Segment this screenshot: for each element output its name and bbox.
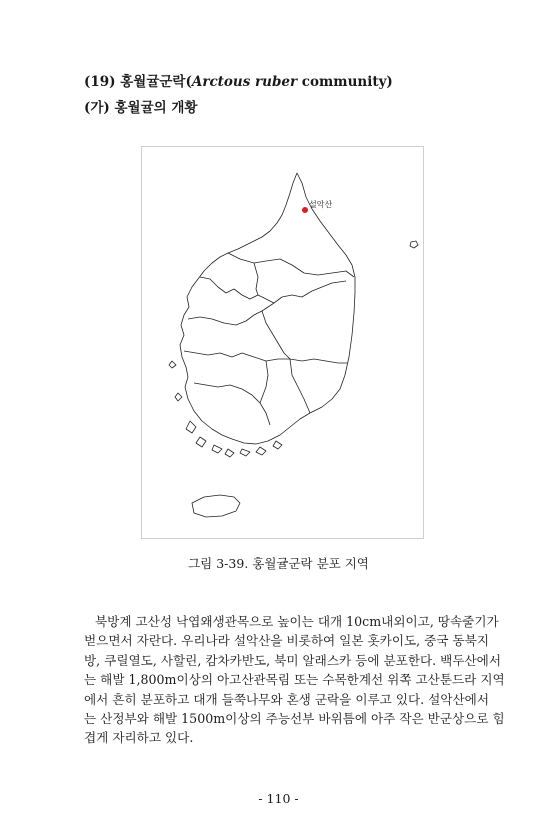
island [196,437,206,447]
body-paragraph [84,612,505,748]
latin-name: Arctous ruber [191,74,298,90]
paragraph-line: 에서 흔히 분포하고 대개 들쭉나무와 혼생 군락을 이루고 있다. 설악산에서 [84,691,489,707]
border-chungbuk [274,281,346,303]
border-gangwon [228,253,354,277]
border-gyeongnam-east [290,359,310,413]
korea-map [142,147,425,540]
ulleungdo-island [410,241,418,248]
subsection-heading: (가) 홍월귤의 개황 [84,100,198,116]
paragraph-line: 벋으면서 자란다. 우리나라 설악산을 비롯하여 일본 홋카이도, 중국 동북지 [84,633,489,649]
border-gyeongbuk [290,359,348,363]
island [225,449,234,457]
island [169,361,176,368]
section-heading [84,70,393,90]
island [175,393,182,401]
paragraph-line: 는 산정부와 해발 1500m이상의 주능선부 바위틈에 아주 작은 반군상으로 힘 [84,711,505,727]
island [240,449,250,456]
island [212,445,222,453]
seoraksan-label: 설악산 [309,200,333,209]
distribution-map-figure [141,146,424,539]
mainland-outline [180,173,355,444]
paragraph-line: 겹게 자리하고 있다. [84,730,194,746]
paragraph-line: 방, 쿠릴열도, 사할린, 캄차카반도, 북미 알래스카 등에 분포한다. 백두산에서 [84,652,502,668]
jeju-island [192,495,240,517]
island [273,441,282,449]
figure-caption: 그림 3-39. 홍월귤군락 분포 지역 [188,556,369,571]
section-heading-tail: community) [297,74,393,90]
border-gyeongnam [260,361,268,403]
border-chungbuk-south [262,311,290,359]
island [186,421,196,433]
page-number: - 110 - [258,791,299,806]
border-jeonbuk [184,351,290,361]
border-gyeonggi [200,277,274,303]
paragraph-line: 는 해발 1,800m이상의 아고산관목림 또는 수목한계선 위쪽 고산툰드라 지역 [84,672,505,688]
paragraph-line: 북방계 고산성 낙엽왜생관목으로 높이는 대개 10cm내외이고, 땅속줄기가 [95,614,499,629]
border-jeonnam [194,383,270,425]
border-chungnam [188,303,274,325]
seoraksan-marker [302,207,308,213]
border-gyeonggi-east [254,263,258,295]
island [256,447,266,455]
section-heading-main: (19) 홍월귤군락( [84,74,192,90]
